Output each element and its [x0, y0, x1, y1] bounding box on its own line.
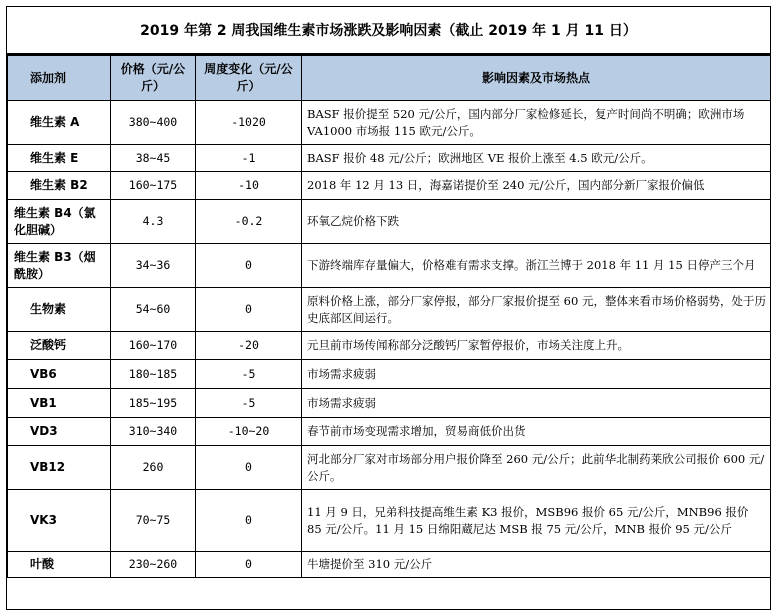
price-value: 4.3	[111, 200, 196, 244]
table-row	[8, 389, 771, 418]
factor-text: 市场需求疲弱	[302, 360, 771, 389]
additive-name: VB12	[8, 446, 111, 490]
change-value: -10	[196, 172, 302, 200]
price-value: 380~400	[111, 101, 196, 145]
change-value: -20	[196, 332, 302, 360]
price-value: 54~60	[111, 288, 196, 332]
price-value: 160~175	[111, 172, 196, 200]
change-value: 0	[196, 446, 302, 490]
additive-name: 生物素	[8, 288, 111, 332]
table-title: 2019 年第 2 周我国维生素市场涨跌及影响因素（截止 2019 年 1 月 11 日）	[7, 7, 770, 55]
additive-name: 维生素 B4（氯化胆碱）	[8, 200, 111, 244]
factor-text: 原料价格上涨，部分厂家停报，部分厂家报价提至 60 元，整体来看市场价格弱势，处于历史底部区间运行。	[302, 288, 771, 332]
header-additive: 添加剂	[8, 56, 111, 101]
price-value: 260	[111, 446, 196, 490]
change-value: -5	[196, 360, 302, 389]
factor-text: 11 月 9 日，兄弟科技提高维生素 K3 报价，MSB96 报价 65 元/公斤，MNB96 报价 85 元/公斤。11 月 15 日绵阳蔵尼达 MSB 报 75 元/公斤，MNB 报价 95 元/公斤	[302, 490, 771, 552]
factor-text: 元旦前市场传闻称部分泛酸钙厂家暂停报价，市场关注度上升。	[302, 332, 771, 360]
header-row	[8, 56, 771, 101]
factor-text: 牛塘提价至 310 元/公斤	[302, 552, 771, 578]
price-value: 310~340	[111, 418, 196, 446]
change-value: 0	[196, 244, 302, 288]
additive-name: VB1	[8, 389, 111, 418]
table-row	[8, 332, 771, 360]
additive-name: 维生素 E	[8, 145, 111, 172]
table-row	[8, 418, 771, 446]
change-value: 0	[196, 552, 302, 578]
price-value: 70~75	[111, 490, 196, 552]
table-row	[8, 101, 771, 145]
change-value: -0.2	[196, 200, 302, 244]
factor-text: 2018 年 12 月 13 日，海嘉诺提价至 240 元/公斤，国内部分新厂家报价偏低	[302, 172, 771, 200]
additive-name: VD3	[8, 418, 111, 446]
table-row	[8, 446, 771, 490]
factor-text: 环氧乙烷价格下跌	[302, 200, 771, 244]
price-value: 180~185	[111, 360, 196, 389]
vitamin-market-table-container	[6, 6, 771, 610]
factor-text: 下游终端库存量偏大，价格难有需求支撑。浙江兰博于 2018 年 11 月 15 日停产三个月	[302, 244, 771, 288]
additive-name: 维生素 B3（烟酰胺）	[8, 244, 111, 288]
change-value: 0	[196, 490, 302, 552]
table-row	[8, 490, 771, 552]
header-price: 价格（元/公斤）	[111, 56, 196, 101]
factor-text: 河北部分厂家对市场部分用户报价降至 260 元/公斤；此前华北制药莱欣公司报价 600 元/公斤。	[302, 446, 771, 490]
change-value: -1	[196, 145, 302, 172]
price-value: 38~45	[111, 145, 196, 172]
header-weekly-change: 周度变化（元/公斤）	[196, 56, 302, 101]
additive-name: VB6	[8, 360, 111, 389]
change-value: -10~20	[196, 418, 302, 446]
table-row	[8, 244, 771, 288]
price-value: 185~195	[111, 389, 196, 418]
additive-name: 叶酸	[8, 552, 111, 578]
table-row	[8, 288, 771, 332]
additive-name: 维生素 A	[8, 101, 111, 145]
table-row	[8, 172, 771, 200]
factor-text: 市场需求疲弱	[302, 389, 771, 418]
factor-text: 春节前市场变现需求增加，贸易商低价出货	[302, 418, 771, 446]
change-value: -5	[196, 389, 302, 418]
change-value: -1020	[196, 101, 302, 145]
table-row	[8, 552, 771, 578]
additive-name: VK3	[8, 490, 111, 552]
additive-name: 维生素 B2	[8, 172, 111, 200]
table-row	[8, 200, 771, 244]
table-row	[8, 145, 771, 172]
change-value: 0	[196, 288, 302, 332]
table-row	[8, 360, 771, 389]
factor-text: BASF 报价 48 元/公斤；欧洲地区 VE 报价上涨至 4.5 欧元/公斤。	[302, 145, 771, 172]
price-value: 34~36	[111, 244, 196, 288]
price-value: 160~170	[111, 332, 196, 360]
header-factors: 影响因素及市场热点	[302, 56, 771, 101]
price-value: 230~260	[111, 552, 196, 578]
additive-name: 泛酸钙	[8, 332, 111, 360]
factor-text: BASF 报价提至 520 元/公斤，国内部分厂家检修延长，复产时间尚不明确；欧洲市场 VA1000 市场报 115 欧元/公斤。	[302, 101, 771, 145]
vitamin-price-table	[7, 55, 771, 578]
